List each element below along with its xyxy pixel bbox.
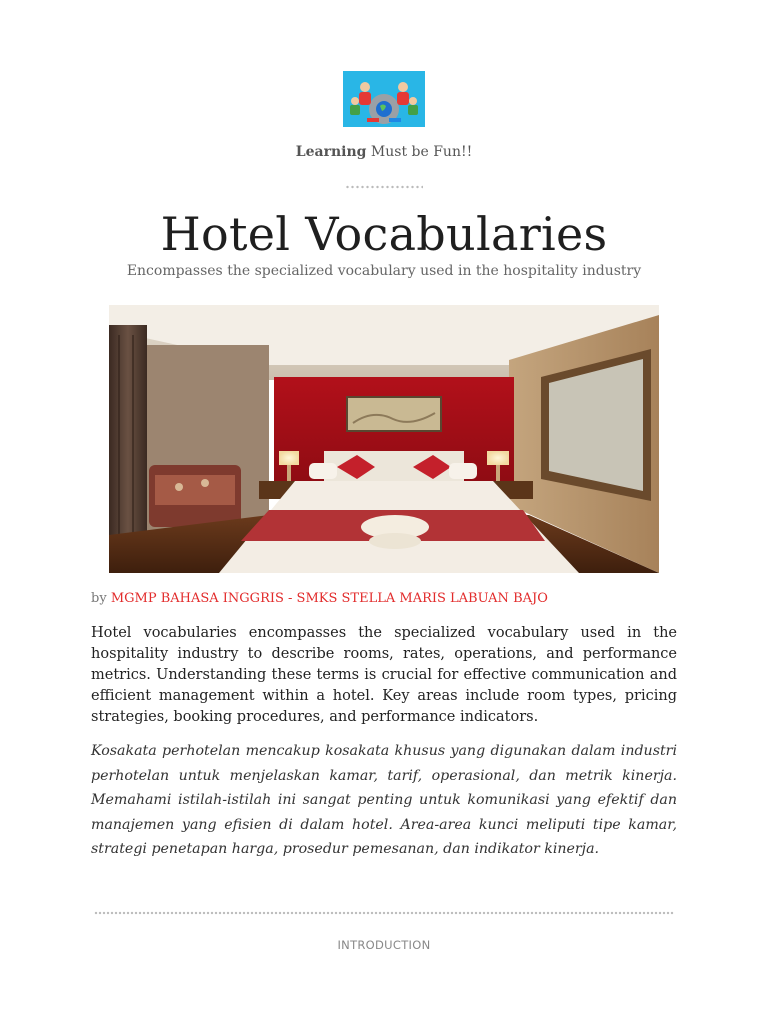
- dotted-divider: [345, 185, 423, 189]
- author-link[interactable]: MGMP BAHASA INGGRIS - SMKS STELLA MARIS LABUAN BAJO: [110, 591, 548, 606]
- tagline-bold: Learning: [295, 144, 367, 160]
- kids-reading-books-globe-icon: [343, 71, 425, 127]
- section-divider: [94, 911, 674, 915]
- site-logo[interactable]: [343, 71, 425, 127]
- site-tagline: [0, 144, 768, 160]
- page-subtitle: Encompasses the specialized vocabulary used in the hospitality industry: [126, 263, 642, 279]
- intro-paragraph-english: Hotel vocabularies encompasses the specialized vocabulary used in the hospitality industry to describe rooms, rates, operations, and performance metrics. Understanding these terms is crucial for effective communication and efficient management within a hotel. Key areas include room types, pricing strategies, booking procedures, and performance indicators.: [91, 625, 677, 725]
- intro-paragraph-indonesian: Kosakata perhotelan mencakup kosakata khusus yang digunakan dalam industri perhotelan untuk menjelaskan kamar, tarif, operasional, dan metrik kinerja. Memahami istilah-istilah ini sangat penting untuk komunikasi yang efektif dan manajemen yang efisien di dalam hotel. Area-area kunci meliputi tipe kamar, strategi penetapan harga, prosedur pemesanan, dan indikator kinerja.: [91, 743, 677, 857]
- hotel-bedroom-photo-icon: [109, 305, 659, 573]
- byline-prefix: by: [91, 591, 111, 606]
- byline: [91, 591, 548, 606]
- section-heading-introduction: INTRODUCTION: [337, 938, 431, 952]
- tagline-rest: Must be Fun!!: [366, 144, 473, 160]
- hotel-room-image: [109, 305, 659, 573]
- page-title: Hotel Vocabularies: [160, 207, 608, 261]
